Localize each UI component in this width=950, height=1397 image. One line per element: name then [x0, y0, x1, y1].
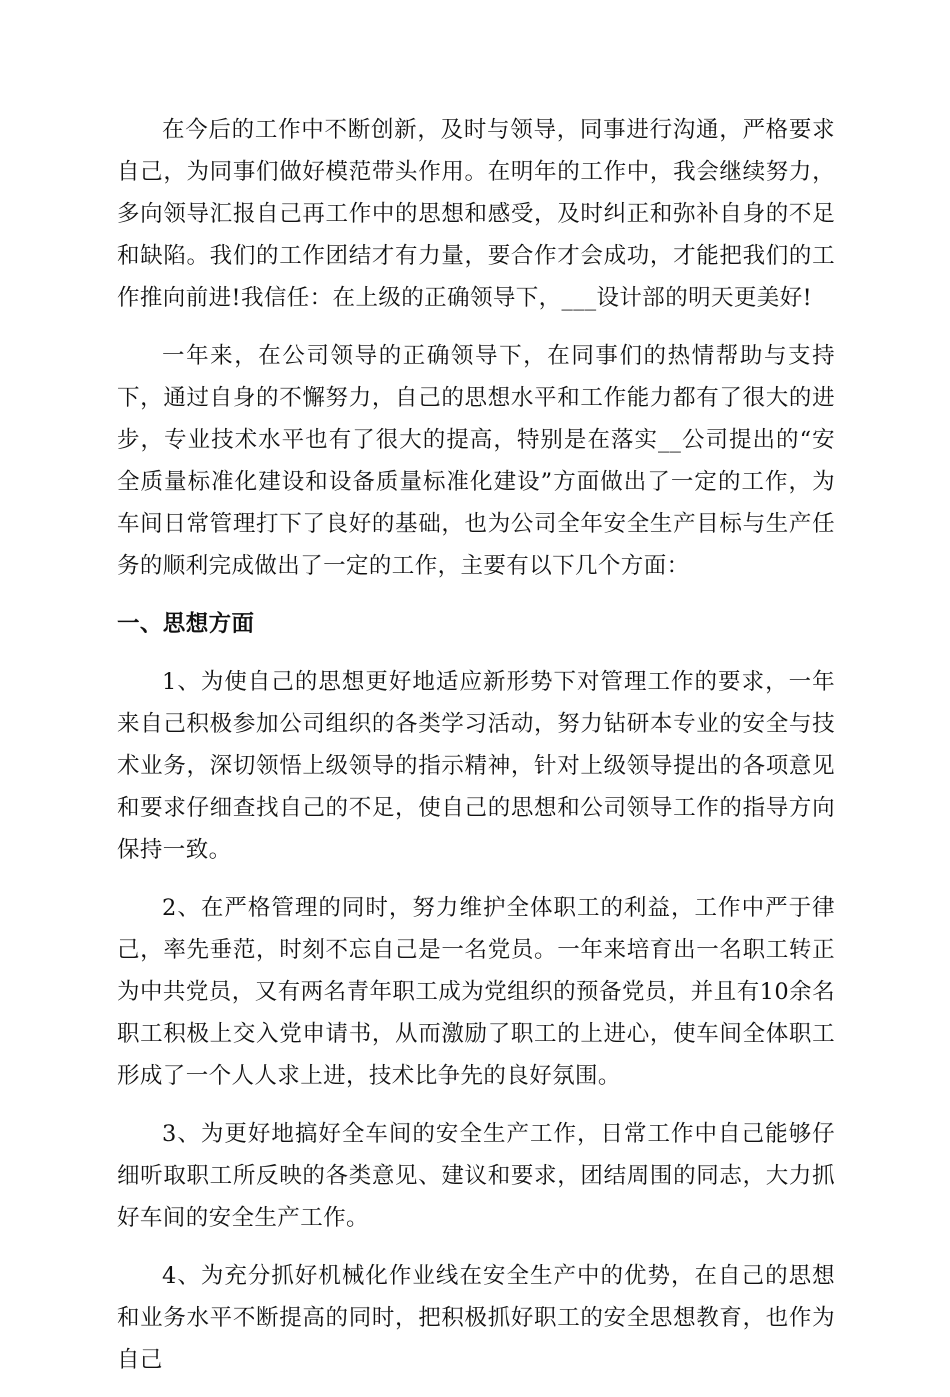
list-item-1: 1、为使自己的思想更好地适应新形势下对管理工作的要求，一年来自己积极参加公司组织的各类学习活动，努力钻研本专业的安全与技术业务，深切领悟上级领导的指示精神，针对上级领导提出的各项意见和要求仔细查找自己的不足，使自己的思想和公司领导工作的指导方向保持一致。: [117, 669, 835, 863]
paragraph-intro: 一年来，在公司领导的正确领导下，在同事们的热情帮助与支持下，通过自身的不懈努力，自己的思想水平和工作能力都有了很大的进步，专业技术水平也有了很大的提高，特别是在落实__公司提出的“安全质量标准化建设和设备质量标准化建设”方面做出了一定的工作，为车间日常管理打下了良好的基础，也为公司全年安全生产目标与生产任务的顺利完成做出了一定的工作，主要有以下几个方面：: [117, 343, 835, 579]
document-page: [117, 109, 835, 1397]
section-heading-thought: 一、思想方面: [117, 611, 255, 637]
list-item-4: 4、为充分抓好机械化作业线在安全生产中的优势，在自己的思想和业务水平不断提高的同时，把积极抓好职工的安全思想教育，也作为自己: [117, 1263, 835, 1373]
list-item-2: 2、在严格管理的同时，努力维护全体职工的利益，工作中严于律己，率先垂范，时刻不忘自己是一名党员。一年来培育出一名职工转正为中共党员，又有两名青年职工成为党组织的预备党员，并且有10余名职工积极上交入党申请书，从而激励了职工的上进心，使车间全体职工形成了一个人人求上进，技术比争先的良好氛围。: [117, 895, 835, 1089]
paragraph-closing: 在今后的工作中不断创新，及时与领导，同事进行沟通，严格要求自己，为同事们做好模范带头作用。在明年的工作中，我会继续努力，多向领导汇报自己再工作中的思想和感受，及时纠正和弥补自身的不足和缺陷。我们的工作团结才有力量，要合作才会成功，才能把我们的工作推向前进!我信任：在上级的正确领导下，___设计部的明天更美好!: [117, 117, 835, 311]
list-item-3: 3、为更好地搞好全车间的安全生产工作，日常工作中自己能够仔细听取职工所反映的各类意见、建议和要求，团结周围的同志，大力抓好车间的安全生产工作。: [117, 1121, 835, 1231]
